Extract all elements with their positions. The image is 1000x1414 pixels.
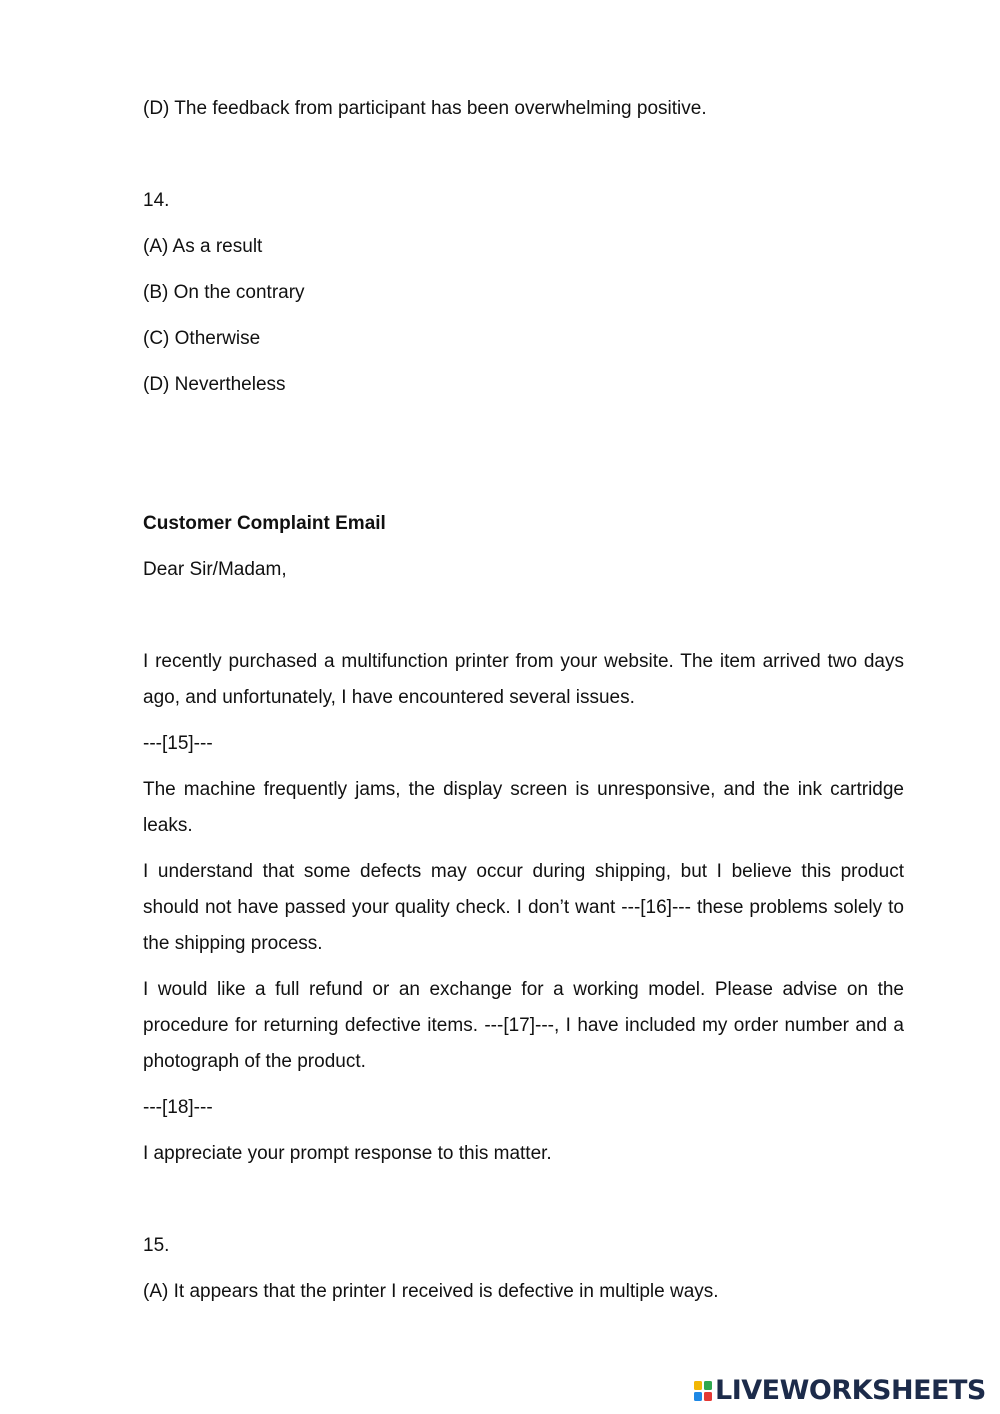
- email-paragraph-1: I recently purchased a multifunction printer from your website. The item arrived two days ago, and unfortunately, I have encountered several issues.: [143, 651, 904, 708]
- logo-mark-tile-4: [704, 1392, 712, 1401]
- liveworksheets-logo: [693, 1376, 986, 1406]
- email-title: Customer Complaint Email: [143, 513, 386, 534]
- email-paragraph-4: I would like a full refund or an exchange for a working model. Please advise on the procedure for returning defective items. ---[17]---, I have included my order number and a photograph of the product.: [143, 979, 904, 1072]
- q14-option-a: (A) As a result: [143, 236, 263, 257]
- email-closing-line: I appreciate your prompt response to this matter.: [143, 1143, 552, 1164]
- email-greeting: Dear Sir/Madam,: [143, 559, 287, 580]
- q14-option-b: (B) On the contrary: [143, 282, 305, 303]
- logo-mark-tile-1: [694, 1381, 702, 1390]
- logo-mark-tile-3: [694, 1392, 702, 1401]
- email-paragraph-2: The machine frequently jams, the display screen is unresponsive, and the ink cartridge leaks.: [143, 779, 904, 836]
- blank-15-marker: ---[15]---: [143, 733, 213, 754]
- q13-option-d: (D) The feedback from participant has been overwhelming positive.: [143, 98, 707, 119]
- logo-mark-tile-2: [704, 1381, 712, 1390]
- liveworksheets-logo-icon: [693, 1379, 713, 1403]
- liveworksheets-logo-text: LIVEWORKSHEETS: [715, 1375, 986, 1406]
- question-14-number: 14.: [143, 190, 170, 211]
- blank-18-marker: ---[18]---: [143, 1097, 213, 1118]
- q14-option-d: (D) Nevertheless: [143, 374, 286, 395]
- email-paragraph-3: I understand that some defects may occur during shipping, but I believe this product should not have passed your quality check. I don’t want ---[16]--- these problems solely to the shipping process.: [143, 861, 904, 954]
- q15-option-a: (A) It appears that the printer I received is defective in multiple ways.: [143, 1281, 719, 1302]
- question-15-number: 15.: [143, 1235, 170, 1256]
- q14-option-c: (C) Otherwise: [143, 328, 261, 349]
